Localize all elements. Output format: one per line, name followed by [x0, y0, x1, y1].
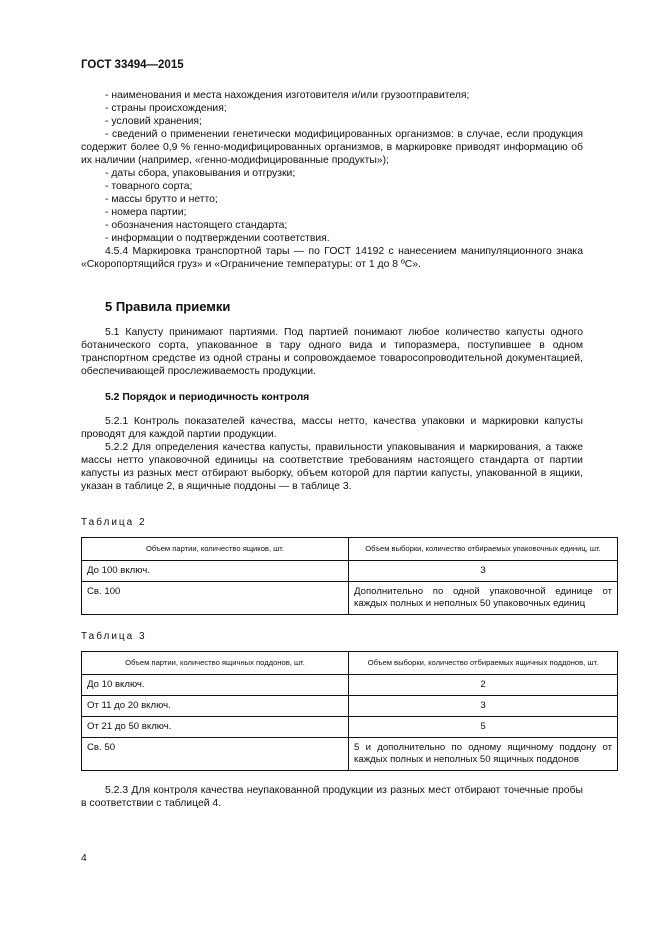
table-2 — [81, 537, 618, 615]
table-row — [82, 717, 618, 738]
table-row — [82, 582, 618, 615]
table-row — [82, 738, 618, 771]
table-header-cell: Объем партии, количество ящичных поддонов, шт. — [82, 652, 349, 675]
paragraph-5-2-2: 5.2.2 Для определения качества капусты, правильности упаковывания и маркирования, а также массы нетто упаковочной единицы на соответствие требованиям настоящего стандарта от партии капусты из разных мест отбирают выборку, объем которой для партии капусты, упакованной в ящики, указан в таблице 2, в ящичные поддоны — в таблице 3. — [81, 442, 583, 492]
table-cell: 5 и дополнительно по одному ящичному поддону от каждых полных и неполных 50 ящичных поддонов — [349, 738, 618, 771]
page-number: 4 — [81, 853, 87, 864]
table-cell: От 21 до 50 включ. — [82, 717, 349, 738]
list-item: - наименования и места нахождения изготовителя и/или грузоотправителя; — [105, 90, 470, 101]
table-cell: 5 — [349, 717, 618, 738]
table-cell: 2 — [349, 675, 618, 696]
list-item: - товарного сорта; — [105, 181, 193, 192]
list-item: - массы брутто и нетто; — [105, 194, 218, 205]
table-header-cell: Объем партии, количество ящиков, шт. — [82, 538, 349, 561]
table-cell: Дополнительно по одной упаковочной единице от каждых полных и неполных 50 упаковочных единиц — [349, 582, 618, 615]
list-item: - номера партии; — [105, 207, 187, 218]
list-item: - условий хранения; — [105, 116, 202, 127]
gmo-paragraph: - сведений о применении генетически модифицированных организмов: в случае, если продукция содержит более 0,9 % генно-модифицированных организмов, в маркировке приводят информацию об их наличии (например, «генно-модифицированные продукты»); — [81, 129, 583, 166]
list-item: - даты сбора, упаковывания и отгрузки; — [105, 168, 296, 179]
table-header-cell: Объем выборки, количество отбираемых упаковочных единиц, шт. — [349, 538, 618, 561]
section-5-title: 5 Правила приемки — [105, 299, 231, 314]
table-row — [82, 696, 618, 717]
table-cell: От 11 до 20 включ. — [82, 696, 349, 717]
table-row — [82, 561, 618, 582]
table-cell: Св. 50 — [82, 738, 349, 771]
table-cell: 3 — [349, 696, 618, 717]
document-body — [81, 89, 612, 810]
table-3 — [81, 651, 618, 771]
paragraph-5-2-3: 5.2.3 Для контроля качества неупакованной продукции из разных мест отбирают точечные пробы в соответствии с таблицей 4. — [81, 785, 583, 809]
list-item: - обозначения настоящего стандарта; — [105, 220, 288, 231]
document-code-header: ГОСТ 33494—2015 — [81, 59, 184, 71]
table-header-row — [82, 538, 618, 561]
table-header-cell: Объем выборки, количество отбираемых ящичных поддонов, шт. — [349, 652, 618, 675]
table-2-caption: Таблица 2 — [81, 517, 147, 528]
table-cell: Св. 100 — [82, 582, 349, 615]
subsection-5-2-title: 5.2 Порядок и периодичность контроля — [105, 392, 310, 403]
list-item: - страны происхождения; — [105, 103, 227, 114]
table-cell: До 100 включ. — [82, 561, 349, 582]
table-row — [82, 675, 618, 696]
list-item: - информации о подтверждении соответствия. — [105, 233, 330, 244]
table-cell: 3 — [349, 561, 618, 582]
table-header-row — [82, 652, 618, 675]
paragraph-5-2-1: 5.2.1 Контроль показателей качества, массы нетто, качества упаковки и маркировки капусты проводят для каждой партии продукции. — [81, 416, 583, 440]
table-cell: До 10 включ. — [82, 675, 349, 696]
paragraph-5-1: 5.1 Капусту принимают партиями. Под партией понимают любое количество капусты одного ботанического сорта, упакованное в тару одного вида и типоразмера, поступившее в одном транспортном средстве из одной страны и сопровождаемое товаросопроводительной документацией, обеспечивающей прослеживаемость продукции. — [81, 327, 583, 377]
table-3-caption: Таблица 3 — [81, 631, 147, 642]
paragraph-4-5-4: 4.5.4 Маркировка транспортной тары — по ГОСТ 14192 с нанесением манипуляционного знака «Скоропортящийся груз» и «Ограничение температуры: от 1 до 8 ºС». — [81, 246, 583, 270]
